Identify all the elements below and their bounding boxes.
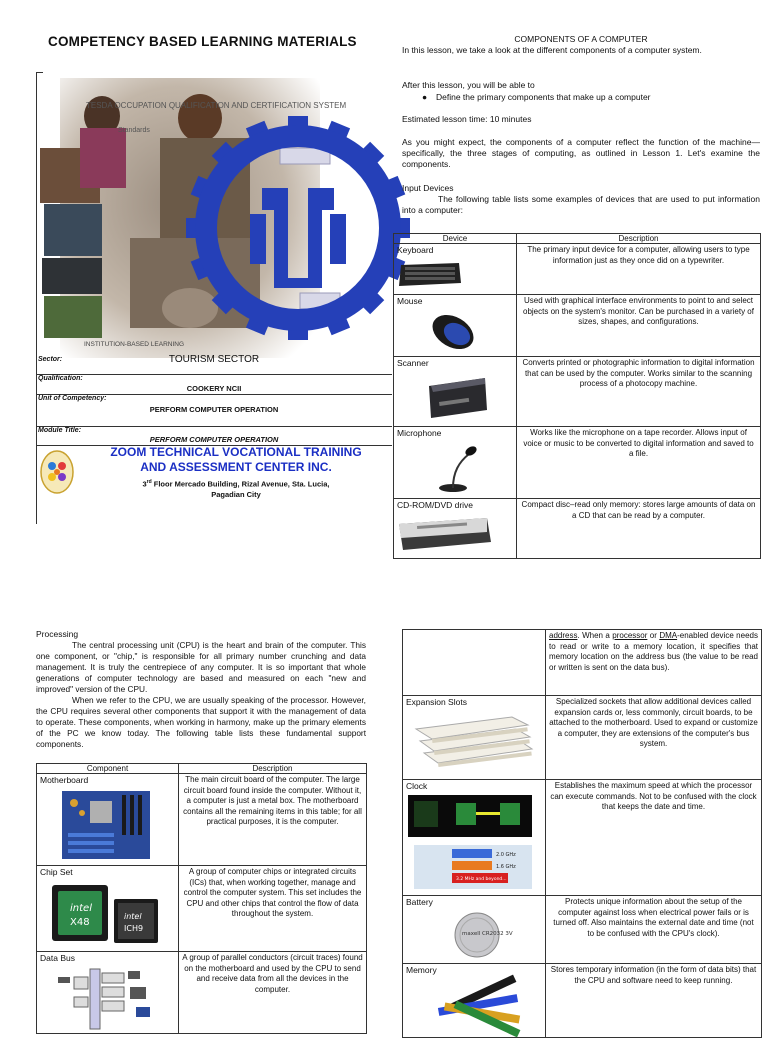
link-address[interactable]: address [549, 631, 578, 640]
component-name: Battery [406, 897, 433, 907]
table-row [394, 357, 761, 427]
table-row [403, 896, 762, 964]
component-column-header: Component [37, 764, 179, 774]
qualification-row [36, 374, 392, 395]
lesson-paragraph: As you might expect, the components of a computer reflect the function of the machine—specifically, the three stages of computing, as outlined in Lesson 1. Let's examine the components. [402, 137, 760, 169]
device-description: The primary input device for a computer, allowing users to type information just as they once did on a typewriter. [517, 244, 761, 295]
link-dma[interactable]: DMA [659, 631, 678, 640]
table-row [37, 866, 367, 952]
table-row [37, 774, 367, 866]
table-row [403, 964, 762, 1038]
address-text-3: -enabled device needs to read or write to a memory location, it specifies that memory location on the address bus (the value to be read or written is sent on the data bus). [549, 631, 758, 672]
table-row [394, 244, 761, 295]
sector-row [36, 351, 392, 375]
description-column-header: Description [517, 234, 761, 244]
component-description: Specialized sockets that allow additional devices called expansion cards or, less commonly, circuit boards, to be attached to the motherboard. Used to expand or customize a computer, they are extensions of the computer's bus system. [546, 696, 762, 780]
unit-label: Unit of Competency: [38, 395, 107, 402]
component-description: Stores temporary information (in the form of data bits) that the CPU and software need to keep running. [546, 964, 762, 1038]
component-name: Motherboard [40, 775, 89, 785]
motherboard-icon [40, 789, 175, 865]
qualification-value: COOKERY NCII [186, 384, 242, 393]
input-devices-heading: Input Devices [402, 183, 454, 193]
center-name-line-1: ZOOM TECHNICAL VOCATIONAL TRAINING [110, 445, 362, 459]
disc-drive-icon [397, 514, 513, 558]
battery-label: maxell CR2032 3V [462, 930, 513, 937]
address-bus-description [546, 630, 762, 696]
module-label: Module Title: [38, 427, 82, 434]
address-text-2: or [647, 631, 660, 640]
component-name: Memory [406, 965, 437, 975]
address-floor-suffix: rd [146, 479, 152, 485]
expansion-slot-icon [406, 711, 542, 779]
keyboard-icon [397, 259, 513, 293]
sector-label: Sector: [38, 356, 63, 363]
address-line-2: Pagadian City [211, 489, 261, 499]
device-name: Microphone [397, 428, 442, 438]
lesson-after: After this lesson, you will be able to [402, 80, 535, 90]
table-row [394, 295, 761, 357]
input-devices-table [393, 233, 761, 559]
device-description: Works like the microphone on a tape recorder. Allows input of voice or music to be converted to digital information and saved to a file. [517, 427, 761, 499]
component-description: A group of computer chips or integrated circuits (ICs) that, when working together, manage and control the computer system. This set includes the CPU and other chips that control the flow of data throughout the system. [179, 866, 367, 952]
microphone-icon [397, 442, 513, 498]
lesson-time: Estimated lesson time: 10 minutes [402, 114, 532, 124]
center-address [86, 477, 386, 500]
battery-icon [406, 911, 542, 963]
unit-value: PERFORM COMPUTER OPERATION [149, 405, 279, 414]
table-row [394, 499, 761, 559]
description-column-header: Description [179, 764, 367, 774]
device-name: Scanner [397, 358, 429, 368]
table-row [403, 630, 762, 696]
lesson-intro: In this lesson, we take a look at the different components of a computer system. [402, 45, 702, 55]
qualification-label: Qualification: [38, 375, 83, 382]
table-header-row [394, 234, 761, 244]
address-text-1: . When a [577, 631, 613, 640]
objective-text: Define the primary components that make up a computer [436, 92, 651, 102]
sector-value: TOURISM SECTOR [168, 354, 260, 365]
center-name [86, 445, 386, 475]
device-description: Used with graphical interface environments to point to and select objects on the system's monitor. Can be purchased in a variety of sizes, shapes, and configurations. [517, 295, 761, 357]
input-devices-intro: The following table lists some examples of devices that are used to put information into a computer: [402, 194, 760, 215]
processing-paragraph-2: When we refer to the CPU, we are usually speaking of the processor. However, the CPU requires several other components that support it with the management of data to operate. These components, when working in harmony, make up the primary elements of the PC we know today. The following table lists these fundamental support components. [36, 695, 366, 749]
address-line-1: Floor Mercado Building, Rizal Avenue, Sta. Lucia, [151, 479, 330, 489]
device-name: CD-ROM/DVD drive [397, 500, 474, 510]
component-description: A group of parallel conductors (circuit traces) found on the motherboard and used by the CPU to send and receive data from all the devices in the computer. [179, 952, 367, 1034]
processing-heading: Processing [36, 629, 79, 639]
clock-speed-3: 3.2 MHz and beyond... [456, 876, 507, 882]
chip-label-3: intel [124, 911, 142, 921]
chipset-icon [40, 881, 175, 951]
processing-paragraph-1: The central processing unit (CPU) is the heart and brain of the computer. This one component, or "chip," is responsible for all primary number crunching and data management. It is truly the centrepiece of any computer. It is so important that whole generations of computer technology are based and measured on each "new and improved" version of the CPU. [36, 640, 366, 694]
device-column-header: Device [394, 234, 517, 244]
clock-speed-2: 1.6 GHz [496, 863, 516, 870]
scanner-icon [397, 372, 513, 426]
table-row [37, 952, 367, 1034]
lesson-heading: COMPONENTS OF A COMPUTER [514, 34, 648, 44]
objective-list [422, 92, 760, 103]
data-bus-icon [40, 967, 175, 1033]
clock-chip-icon [406, 795, 542, 895]
device-name: Mouse [397, 296, 423, 306]
component-description: Protects unique information about the setup of the computer against loss when electrical power fails or is turned off. Also maintains the external date and time (not to be confused with the CPU's clock). [546, 896, 762, 964]
component-name: Expansion Slots [406, 697, 467, 707]
component-name: Chip Set [40, 867, 73, 877]
unit-row [36, 394, 392, 427]
table-header-row [37, 764, 367, 774]
chip-label-4: ICH9 [124, 923, 144, 933]
collage-text-2: Standards [118, 127, 150, 134]
cover-collage-image [40, 78, 390, 370]
chip-label-1: intel [70, 902, 92, 914]
link-processor[interactable]: processor [612, 631, 648, 640]
address-floor-number: 3 [142, 479, 147, 489]
bullet-icon: ● [422, 92, 428, 102]
cover-title: COMPETENCY BASED LEARNING MATERIALS [48, 34, 357, 49]
device-description: Converts printed or photographic information to digital information that can be used by the computer. Works similar to the scanning process of a photocopy machine. [517, 357, 761, 427]
device-name: Keyboard [397, 245, 434, 255]
objective-item [422, 92, 760, 103]
component-description: Establishes the maximum speed at which the processor can execute commands. Not to be confused with the clock that keeps the date and time. [546, 780, 762, 896]
table-row [394, 427, 761, 499]
components-table-continued [402, 629, 762, 1038]
collage-text-3: INSTITUTION-BASED LEARNING [84, 341, 185, 348]
device-description: Compact disc–read only memory: stores large amounts of data on a CD that can be read by a computer. [517, 499, 761, 559]
components-table [36, 763, 367, 1034]
component-description: The main circuit board of the computer. The large circuit board found inside the computer. Without it, a computer is just a metal box. The motherboard contains all the remaining items in this table; for all practical purposes, it is the computer. [179, 774, 367, 866]
chip-label-2: X48 [70, 916, 90, 928]
center-name-line-2: AND ASSESSMENT CENTER INC. [140, 460, 332, 474]
mouse-icon [397, 310, 513, 356]
clock-speed-1: 2.0 GHz [496, 851, 516, 858]
table-row [403, 696, 762, 780]
component-name: Data Bus [40, 953, 75, 963]
memory-icon [406, 979, 542, 1035]
component-name: Clock [406, 781, 428, 791]
table-row [403, 780, 762, 896]
module-value: PERFORM COMPUTER OPERATION [149, 435, 279, 444]
center-logo [40, 450, 74, 494]
collage-text-1: TESDA OCCUPATION QUALIFICATION AND CERTIFICATION SYSTEM [86, 101, 347, 110]
module-row [36, 426, 392, 446]
